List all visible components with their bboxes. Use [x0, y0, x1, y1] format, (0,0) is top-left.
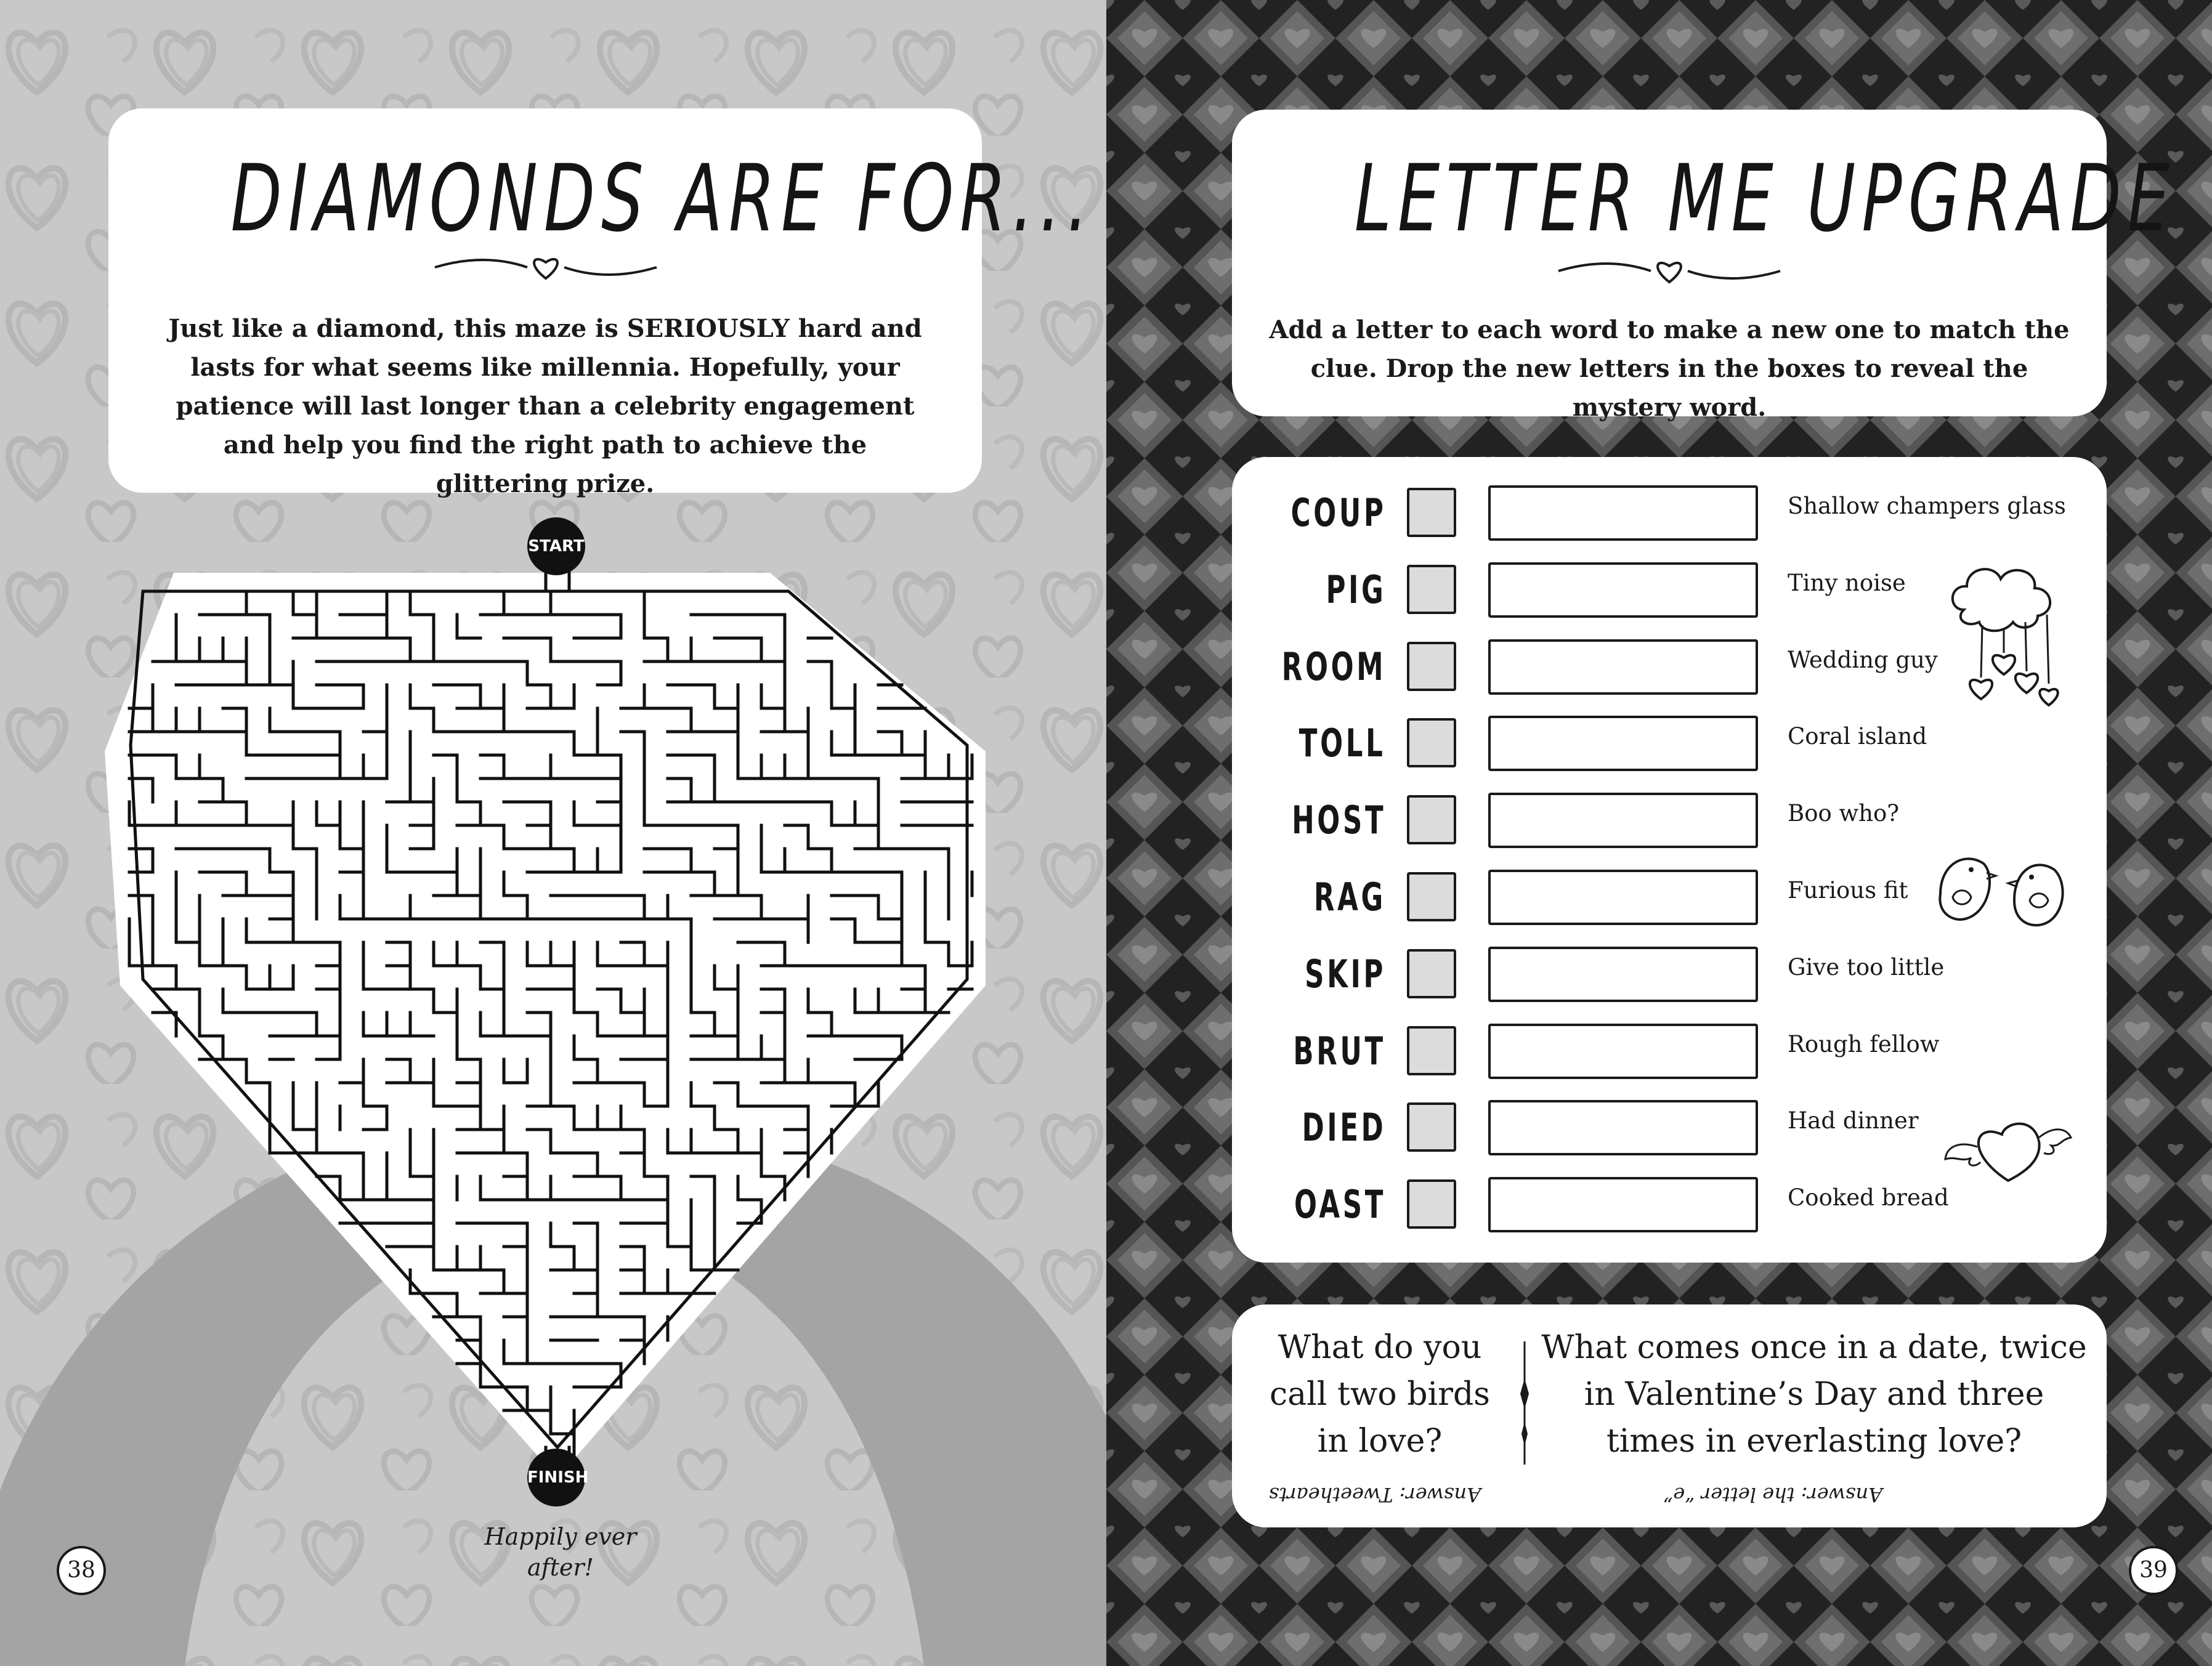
heart-flourish-icon: [1552, 253, 1786, 289]
puzzle-card: [1232, 457, 2107, 1263]
puzzle-clue: Boo who?: [1788, 800, 1900, 827]
page-title: LETTER ME UPGRADE: [1354, 145, 2176, 253]
mystery-letter-box[interactable]: [1407, 488, 1456, 537]
answer-word-box[interactable]: [1488, 485, 1758, 541]
happily-caption: Happily ever after!: [484, 1523, 637, 1581]
right-page: [1106, 0, 2212, 1666]
riddle-answer-1: Answer: Tweethearts: [1269, 1483, 1481, 1506]
answer-word-box[interactable]: [1488, 639, 1758, 695]
puzzle-word: ROOM: [1281, 644, 1386, 689]
puzzle-row: [1232, 1020, 2107, 1082]
page-number: 39: [2129, 1546, 2178, 1595]
riddle-question-1: What do you call two birds in love?: [1270, 1329, 1490, 1460]
puzzle-word: HOST: [1291, 798, 1386, 843]
mystery-letter-box[interactable]: [1407, 642, 1456, 691]
puzzle-clue: Furious fit: [1788, 877, 1908, 904]
start-badge: START: [527, 517, 585, 575]
answer-word-box[interactable]: [1488, 1024, 1758, 1079]
page-title: DIAMONDS ARE FOR...: [230, 145, 1095, 253]
puzzle-clue: Tiny noise: [1788, 569, 1906, 596]
answer-word-box[interactable]: [1488, 793, 1758, 848]
riddle-divider: [1515, 1335, 1534, 1471]
puzzle-word: TOLL: [1299, 721, 1386, 766]
puzzle-row: [1232, 712, 2107, 774]
cloud-with-hearts-icon: [1945, 560, 2062, 714]
mystery-letter-box[interactable]: [1407, 1179, 1456, 1229]
finish-badge: FINISH: [527, 1449, 585, 1506]
mystery-letter-box[interactable]: [1407, 565, 1456, 614]
puzzle-row: [1232, 943, 2107, 1005]
answer-word-box[interactable]: [1488, 1177, 1758, 1232]
mystery-letter-box[interactable]: [1407, 795, 1456, 844]
answer-word-box[interactable]: [1488, 1100, 1758, 1155]
puzzle-clue: Shallow champers glass: [1788, 493, 2066, 519]
puzzle-clue: Coral island: [1788, 723, 1927, 750]
mystery-letter-box[interactable]: [1407, 1102, 1456, 1152]
answer-word-box[interactable]: [1488, 716, 1758, 771]
mystery-letter-box[interactable]: [1407, 872, 1456, 921]
riddle-question-2: What comes once in a date, twice in Valentine’s Day and three times in everlasting love?: [1541, 1329, 2087, 1460]
intro-text: Just like a diamond, this maze is SERIOUSLY hard and lasts for what seems like millennia. Hopefully, your patience will last longer than a celebrity engagement and help you find the right path to achieve the glittering prize.: [168, 314, 922, 498]
puzzle-row: [1232, 482, 2107, 543]
answer-word-box[interactable]: [1488, 870, 1758, 925]
intro-text: Add a letter to each word to make a new one to match the clue. Drop the new letters in the boxes to reveal the mystery word.: [1269, 315, 2070, 422]
puzzle-word: PIG: [1326, 567, 1386, 612]
title-card: [1232, 110, 2176, 422]
answer-word-box[interactable]: [1488, 947, 1758, 1002]
answer-word-box[interactable]: [1488, 562, 1758, 618]
puzzle-word: BRUT: [1293, 1028, 1386, 1074]
winged-heart-icon: [1940, 1104, 2076, 1190]
puzzle-word: OAST: [1294, 1182, 1386, 1227]
puzzle-word: COUP: [1290, 490, 1386, 535]
love-birds-icon: [1928, 839, 2082, 937]
puzzle-clue: Give too little: [1788, 953, 1945, 981]
puzzle-clue: Cooked bread: [1788, 1184, 1949, 1211]
mystery-letter-box[interactable]: [1407, 949, 1456, 998]
page-number: 38: [57, 1546, 106, 1595]
puzzle-clue: Wedding guy: [1788, 646, 1938, 673]
puzzle-clue: Rough fellow: [1788, 1030, 1940, 1057]
puzzle-word: SKIP: [1305, 951, 1386, 997]
riddle-card: [1232, 1304, 2107, 1527]
puzzle-clue: Had dinner: [1788, 1107, 1919, 1134]
puzzle-word: DIED: [1302, 1105, 1386, 1150]
riddle-answer-2: Answer: the letter “e”: [1663, 1483, 1883, 1506]
mystery-letter-box[interactable]: [1407, 1026, 1456, 1075]
puzzle-word: RAG: [1314, 875, 1386, 920]
mystery-letter-box[interactable]: [1407, 718, 1456, 767]
